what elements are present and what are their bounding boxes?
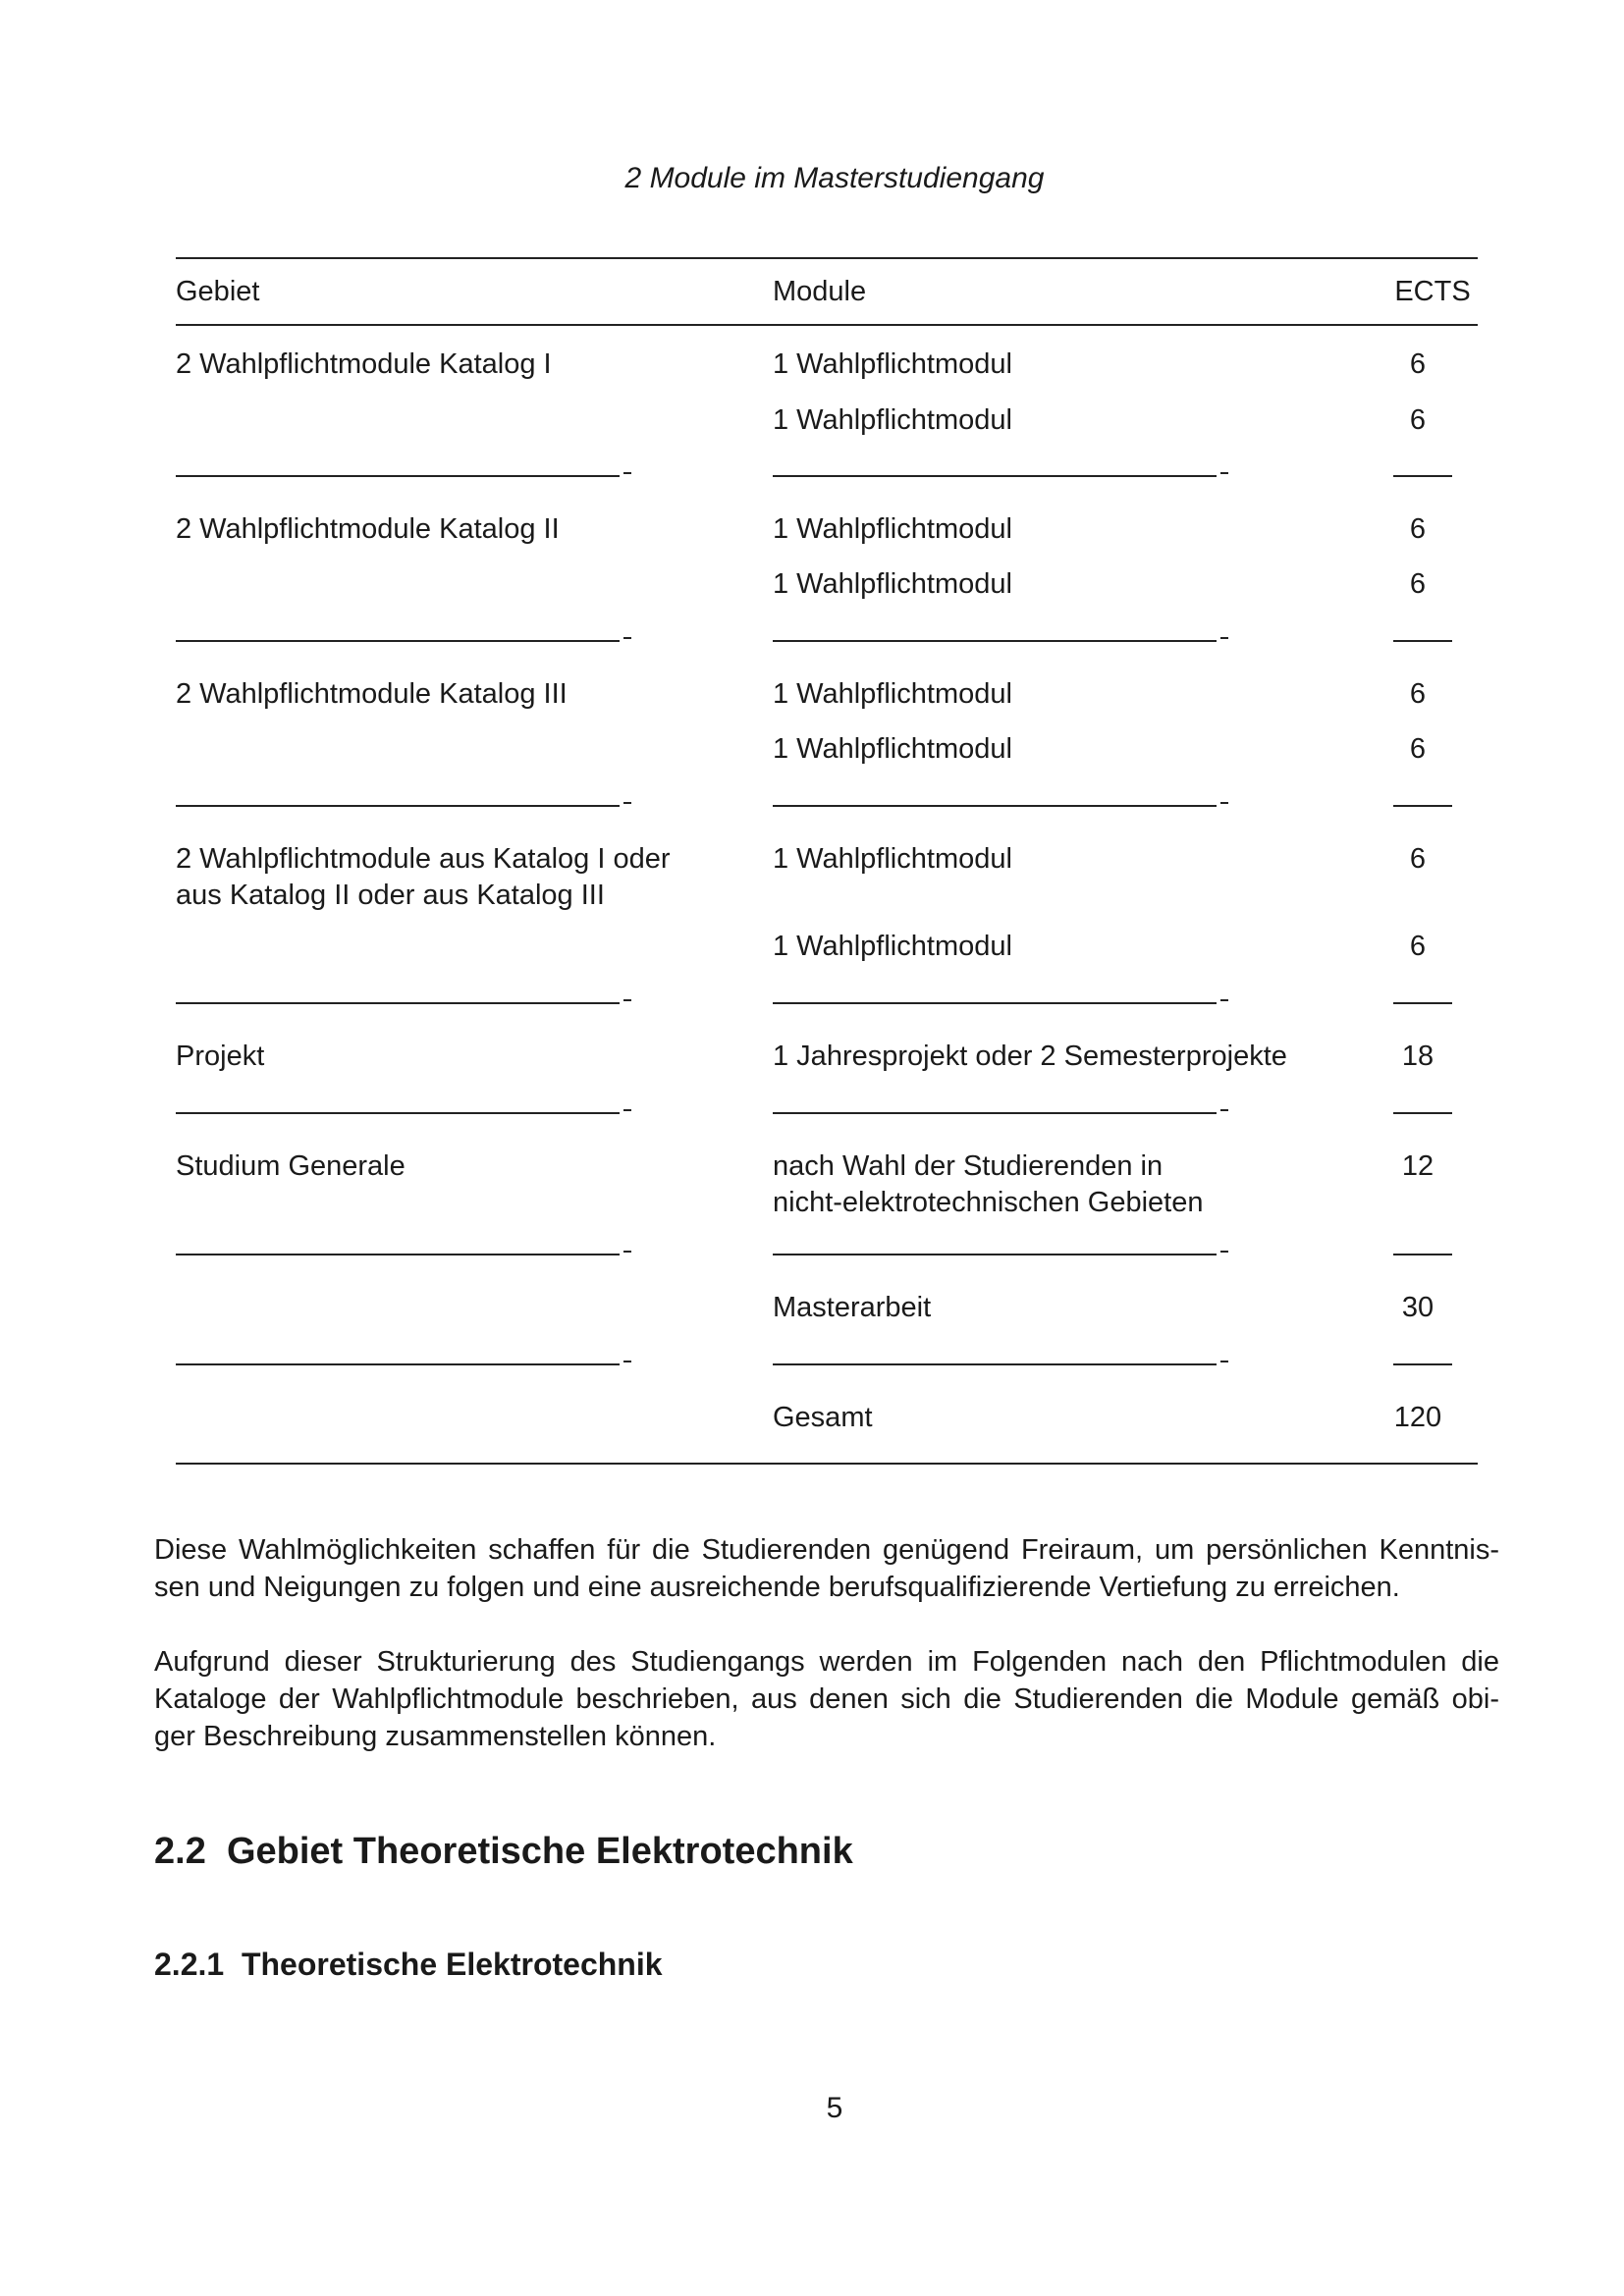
table-header-rule — [176, 324, 1478, 326]
area-cell: 2 Wahlpflichtmodule Katalog III — [176, 678, 568, 710]
table-row — [176, 510, 1478, 545]
paragraph-line: Diese Wahlmöglichkeiten schaffen für die Studierenden genügend Freiraum, um persönlichen Kenntnis- — [154, 1534, 1499, 1566]
ects-cell: 6 — [1409, 513, 1427, 545]
table-row — [176, 1289, 1478, 1323]
table-row — [176, 675, 1478, 710]
module-cell: 1 Wahlpflichtmodul — [773, 513, 1012, 545]
separator-line — [1393, 1112, 1452, 1114]
table-row — [176, 1038, 1478, 1072]
module-cell: 1 Jahresprojekt oder 2 Semesterprojekte — [773, 1041, 1287, 1072]
total-ects: 120 — [1393, 1402, 1442, 1433]
separator-line — [773, 1254, 1217, 1255]
table-header-row — [176, 273, 1478, 307]
ects-cell: 6 — [1409, 733, 1427, 765]
ects-cell: 6 — [1409, 678, 1427, 710]
group-separator — [176, 1254, 1478, 1255]
table-row — [176, 877, 1478, 911]
separator-line — [1393, 1002, 1452, 1004]
separator-line — [773, 475, 1217, 477]
ects-cell: 6 — [1409, 348, 1427, 380]
group-separator — [176, 1112, 1478, 1113]
separator-line — [773, 640, 1217, 642]
section-heading — [154, 1831, 853, 1873]
ects-cell: 30 — [1401, 1292, 1435, 1323]
group-separator — [176, 1002, 1478, 1003]
ects-cell: 6 — [1409, 843, 1427, 875]
paragraph-line: sen und Neigungen zu folgen und eine ausreichende berufsqualifizierende Vertiefung zu erreichen. — [154, 1572, 1400, 1603]
subsection-heading — [154, 1947, 663, 1983]
separator-line — [1393, 1363, 1452, 1365]
page-number: 5 — [826, 2092, 843, 2124]
section-number: 2.2 — [154, 1831, 206, 1872]
separator-line — [176, 640, 620, 642]
table-bottom-rule — [176, 1463, 1478, 1465]
group-separator — [176, 475, 1478, 476]
separator-line — [1393, 640, 1452, 642]
area-cell: 2 Wahlpflichtmodule Katalog I — [176, 348, 552, 380]
ects-cell: 18 — [1401, 1041, 1435, 1072]
separator-line — [1393, 1254, 1452, 1255]
group-separator — [176, 1363, 1478, 1364]
total-label: Gesamt — [773, 1402, 873, 1433]
module-cell: Masterarbeit — [773, 1292, 932, 1323]
separator-line — [176, 1363, 620, 1365]
module-cell: 1 Wahlpflichtmodul — [773, 678, 1012, 710]
module-cell: 1 Wahlpflichtmodul — [773, 348, 1012, 380]
separator-line — [176, 475, 620, 477]
subsection-title: Theoretische Elektrotechnik — [241, 1947, 663, 1982]
group-separator — [176, 640, 1478, 641]
subsection-number: 2.2.1 — [154, 1947, 225, 1982]
ects-cell: 12 — [1401, 1150, 1435, 1182]
table-row — [176, 565, 1478, 600]
module-cell-line: nicht-elektrotechnischen Gebieten — [773, 1187, 1204, 1218]
separator-line — [176, 805, 620, 807]
paragraph-line: Kataloge der Wahlpflichtmodule beschrieben, aus denen sich die Studierenden die Module gemäß obi- — [154, 1683, 1499, 1715]
module-cell-line: nach Wahl der Studierenden in — [773, 1150, 1164, 1182]
table-row — [176, 730, 1478, 765]
column-header-module: Module — [773, 276, 867, 307]
separator-line — [773, 1002, 1217, 1004]
module-cell: 1 Wahlpflichtmodul — [773, 733, 1012, 765]
module-cell: 1 Wahlpflichtmodul — [773, 931, 1012, 962]
separator-line — [176, 1112, 620, 1114]
separator-line — [773, 1112, 1217, 1114]
paragraph-line: Aufgrund dieser Strukturierung des Studiengangs werden im Folgenden nach den Pflichtmodulen die — [154, 1646, 1499, 1678]
paragraph — [154, 1643, 1499, 1755]
table-row — [176, 928, 1478, 962]
area-cell-line: aus Katalog II oder aus Katalog III — [176, 880, 605, 911]
module-cell: 1 Wahlpflichtmodul — [773, 404, 1012, 436]
module-cell: 1 Wahlpflichtmodul — [773, 568, 1012, 600]
section-title: Gebiet Theoretische Elektrotechnik — [226, 1831, 853, 1872]
group-separator — [176, 805, 1478, 806]
module-cell: 1 Wahlpflichtmodul — [773, 843, 1012, 875]
separator-line — [1393, 805, 1452, 807]
area-cell: Studium Generale — [176, 1150, 406, 1182]
table-row — [176, 1184, 1478, 1218]
paragraph — [154, 1531, 1499, 1606]
ects-cell: 6 — [1409, 568, 1427, 600]
separator-line — [773, 1363, 1217, 1365]
table-total-row — [176, 1399, 1478, 1433]
separator-line — [1393, 475, 1452, 477]
table-row — [176, 840, 1478, 875]
running-header: 2 Module im Masterstudiengang — [624, 162, 1045, 194]
column-header-gebiet: Gebiet — [176, 276, 260, 307]
ects-cell: 6 — [1409, 931, 1427, 962]
separator-line — [176, 1002, 620, 1004]
area-cell-line: 2 Wahlpflichtmodule aus Katalog I oder — [176, 843, 671, 875]
area-cell: 2 Wahlpflichtmodule Katalog II — [176, 513, 560, 545]
ects-cell: 6 — [1409, 404, 1427, 436]
table-row — [176, 401, 1478, 436]
paragraph-line: ger Beschreibung zusammenstellen können. — [154, 1721, 717, 1752]
table-row — [176, 346, 1478, 380]
area-cell: Projekt — [176, 1041, 265, 1072]
column-header-ects: ECTS — [1394, 276, 1471, 307]
separator-line — [773, 805, 1217, 807]
table-top-rule — [176, 257, 1478, 259]
separator-line — [176, 1254, 620, 1255]
